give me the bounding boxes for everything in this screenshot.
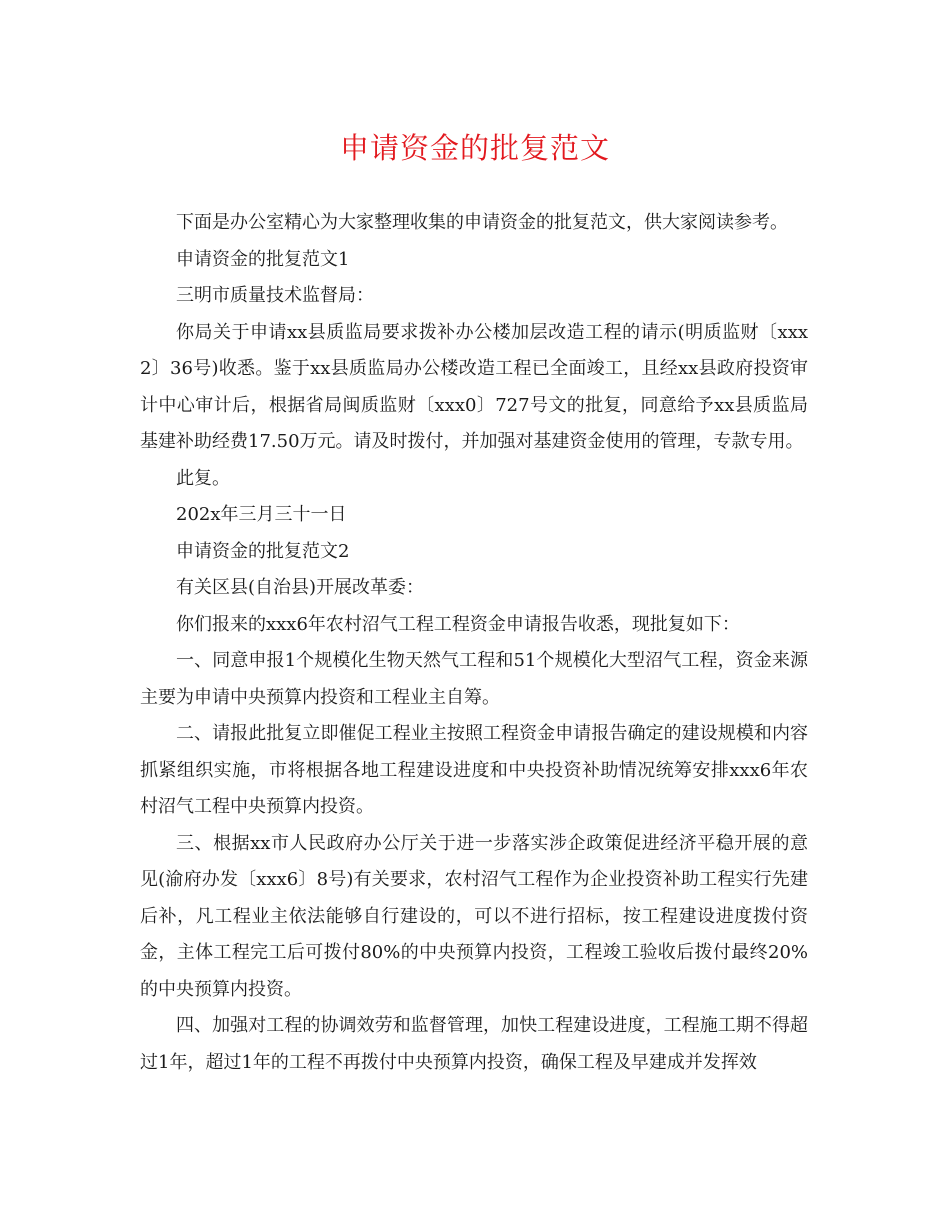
intro-paragraph: 下面是办公室精心为大家整理收集的申请资金的批复范文，供大家阅读参考。 <box>176 212 788 233</box>
item-paragraph-4: 四、加强对工程的协调效劳和监督管理，加快工程建设进度，工程施工期不得超过1年，超过1年的工程不再拨付中央预算内投资，确保工程及早建成并发挥效 <box>140 1015 808 1073</box>
addressee-2: 有关区县(自治县)开展改革委： <box>176 577 425 598</box>
item-paragraph-2: 二、请报此批复立即催促工程业主按照工程资金申请报告确定的建设规模和内容抓紧组织实施，市将根据各地工程建设进度和中央投资补助情况统筹安排xxx6年农村沼气工程中央预算内投资。 <box>140 723 808 817</box>
document-title: 申请资金的批复范文 <box>339 131 610 165</box>
closing-1: 此复。 <box>176 467 230 489</box>
body-paragraph-2: 你们报来的xxx6年农村沼气工程工程资金申请报告收悉，现批复如下： <box>176 613 740 635</box>
date-1: 202x年三月三十一日 <box>176 504 347 525</box>
addressee-1: 三明市质量技术监督局： <box>176 285 374 306</box>
body-paragraph-1: 你局关于申请xx县质监局要求拨补办公楼加层改造工程的请示(明质监财〔xxx2〕36号)收悉。鉴于xx县质监局办公楼改造工程已全面竣工，且经xx县政府投资审计中心审计后，根据省局闽质监财〔xxx0〕727号文的批复，同意给予xx县质监局基建补助经费17.50万元。请及时拨付，并加强对基建资金使用的管理，专款专用。 <box>140 321 808 452</box>
document-body <box>140 205 808 1081</box>
section-heading-1: 申请资金的批复范文1 <box>176 248 350 270</box>
item-paragraph-1: 一、同意申报1个规模化生物天然气工程和51个规模化大型沼气工程，资金来源主要为申请中央预算内投资和工程业主自筹。 <box>140 650 808 708</box>
item-paragraph-3: 三、根据xx市人民政府办公厅关于进一步落实涉企政策促进经济平稳开展的意见(渝府办发〔xxx6〕8号)有关要求，农村沼气工程作为企业投资补助工程实行先建后补，凡工程业主依法能够自行建设的，可以不进行招标，按工程建设进度拨付资金，主体工程完工后可拨付80%的中央预算内投资，工程竣工验收后拨付最终20%的中央预算内投资。 <box>140 832 808 1000</box>
section-heading-2: 申请资金的批复范文2 <box>176 540 350 562</box>
